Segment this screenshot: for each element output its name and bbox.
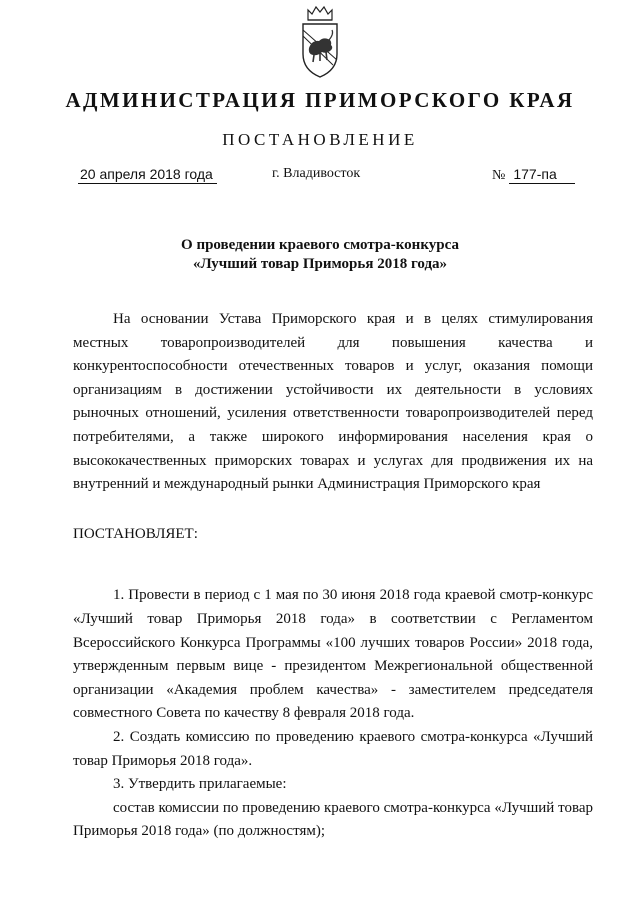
organization-title: АДМИНИСТРАЦИЯ ПРИМОРСКОГО КРАЯ xyxy=(65,88,575,112)
document-body xyxy=(73,308,593,844)
document-number xyxy=(492,166,575,184)
preamble-paragraph: На основании Устава Приморского края и в целях стимулирования местных товаропроизводителей для повышения качества и конкурентоспособности отечественных товаров и услуг, оказания помощи организациям в достижении устойчивости их деятельности в условиях рыночных отношений, усиления ответственности товаропроизводителей перед потребителями, а также широкого информирования населения края о высококачественных приморских товарах и услугах для продвижения их на внутренний и международный рынки Администрация Приморского края xyxy=(73,311,593,493)
item-3-subitem: состав комиссии по проведению краевого смотра-конкурса «Лучший товар Приморья 2018 года» (по должностям); xyxy=(73,799,593,840)
title-line-1: О проведении краевого смотра-конкурса xyxy=(181,237,459,253)
number-label: № xyxy=(492,168,506,183)
coat-of-arms-icon xyxy=(296,4,344,80)
document-title xyxy=(0,236,640,274)
item-1: 1. Провести в период с 1 мая по 30 июня 2018 года краевой смотр-конкурс «Лучший товар Приморья 2018 года» в соответствии с Регламентом Всероссийского Конкурса Программы «100 лучших товаров России» 2018 года, утвержденным первым вице - президентом Межрегиональной общественной организации «Академия проблем качества» - заместителем председателя совместного Совета по качеству 8 февраля 2018 года. xyxy=(73,587,593,722)
item-2: 2. Создать комиссию по проведению краевого смотра-конкурса «Лучший товар Приморья 2018 года». xyxy=(73,728,593,769)
document-type: ПОСТАНОВЛЕНИЕ xyxy=(222,130,418,149)
document-city: г. Владивосток xyxy=(272,166,361,181)
resolves-heading: ПОСТАНОВЛЯЕТ: xyxy=(73,525,198,542)
title-line-2: «Лучший товар Приморья 2018 года» xyxy=(192,256,448,272)
number-value: 177-па xyxy=(509,166,575,184)
item-3: 3. Утвердить прилагаемые: xyxy=(113,776,287,793)
document-date: 20 апреля 2018 года xyxy=(78,166,217,184)
